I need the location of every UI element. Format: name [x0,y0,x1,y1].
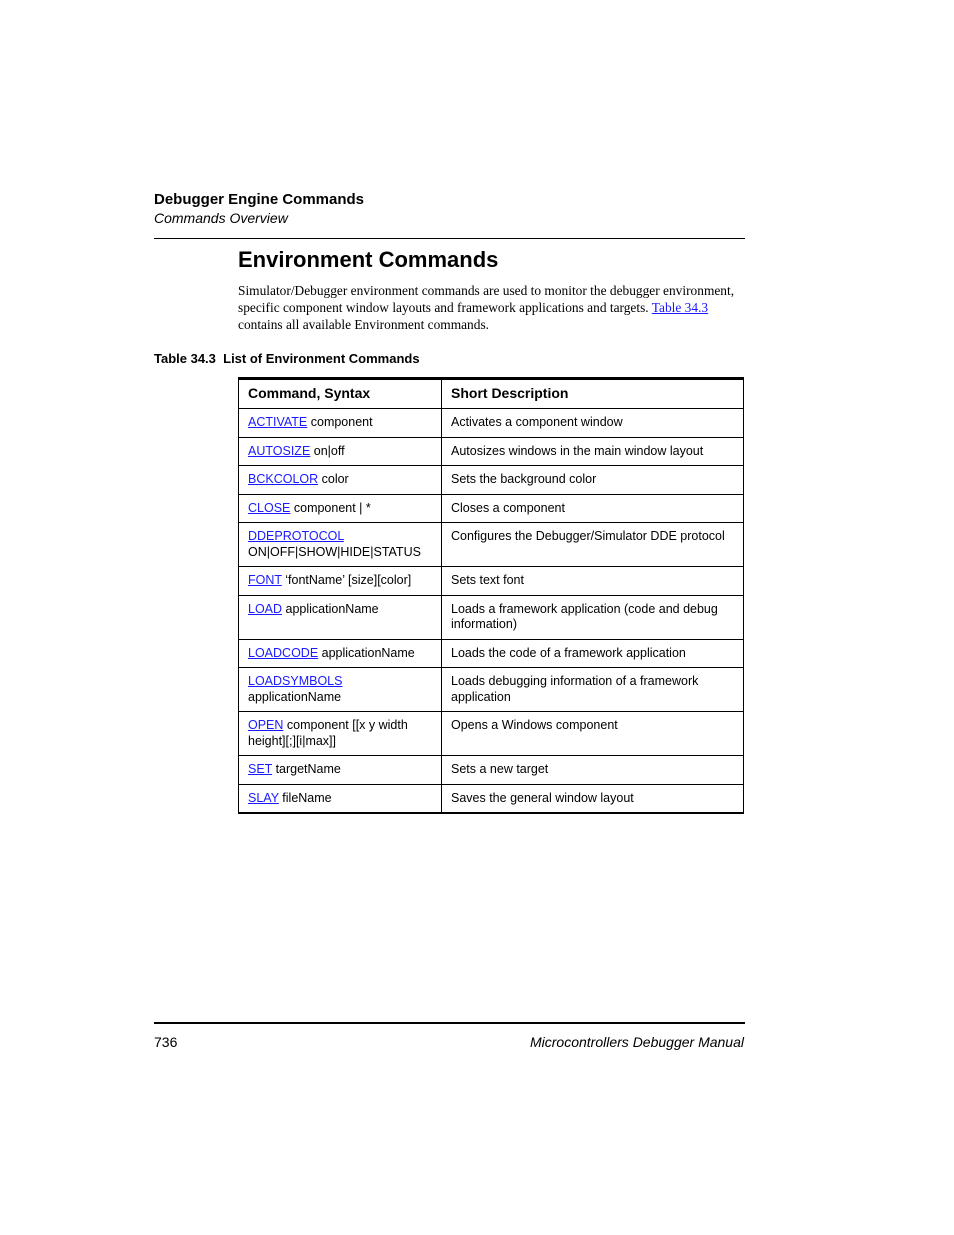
table-body [239,409,744,814]
description-cell: Loads the code of a framework application [442,639,744,668]
command-syntax: color [318,472,349,486]
table-row [239,595,744,639]
page-number: 736 [154,1034,178,1050]
command-syntax: component [[x y width height][;][i|max]] [248,718,408,748]
description-cell: Autosizes windows in the main window layout [442,437,744,466]
command-syntax: on|off [310,443,345,458]
command-syntax: applicationName [318,645,415,660]
table-row [239,784,744,813]
table-row [239,639,744,668]
command-cell [239,409,442,438]
table-reference-link[interactable]: Table 34.3 [651,300,709,315]
command-link[interactable]: BCKCOLOR [248,472,319,486]
intro-paragraph [238,282,750,333]
command-cell [239,668,442,712]
command-cell [239,523,442,567]
description-cell: Configures the Debugger/Simulator DDE protocol [442,523,744,567]
command-link[interactable]: LOAD [248,601,283,616]
command-syntax: ‘fontName’ [size][color] [281,573,412,587]
table-row [239,494,744,523]
description-cell: Sets the background color [442,466,744,495]
table-row [239,756,744,785]
command-link[interactable]: SLAY [248,790,279,805]
header-divider [154,238,745,239]
table-row [239,712,744,756]
column-header-description: Short Description [442,379,744,409]
command-syntax: applicationName [282,601,379,616]
description-cell: Sets a new target [442,756,744,785]
command-syntax: applicationName [248,689,342,704]
description-cell: Saves the general window layout [442,784,744,813]
description-cell: Loads debugging information of a framework application [442,668,744,712]
table-header-row [239,379,744,409]
description-cell: Sets text font [442,567,744,596]
command-link[interactable]: OPEN [248,718,284,732]
command-link[interactable]: LOADSYMBOLS [248,674,343,688]
page-title: Environment Commands [238,247,499,272]
table-row [239,466,744,495]
table-row [239,567,744,596]
command-link[interactable]: LOADCODE [248,645,319,660]
command-syntax: component | * [290,500,371,515]
command-cell [239,712,442,756]
table-caption: Table 34.3 List of Environment Commands [154,351,420,366]
command-syntax: ON|OFF|SHOW|HIDE|STATUS [248,544,421,559]
command-cell [239,466,442,495]
table-row [239,409,744,438]
table-row [239,523,744,567]
description-cell: Loads a framework application (code and debug information) [442,595,744,639]
command-cell [239,595,442,639]
command-syntax: component [307,415,373,429]
command-cell [239,567,442,596]
section-subtitle: Commands Overview [154,210,288,226]
intro-text: Simulator/Debugger environment commands are used to monitor the debugger environment, specific component window layouts and framework applications and targets. [238,283,735,315]
command-cell [239,494,442,523]
footer-divider [154,1022,745,1024]
command-cell [239,639,442,668]
table-row [239,668,744,712]
command-link[interactable]: SET [248,762,273,776]
manual-title: Microcontrollers Debugger Manual [530,1034,744,1050]
command-cell [239,437,442,466]
command-link[interactable]: CLOSE [248,500,291,515]
description-cell: Closes a component [442,494,744,523]
column-header-command: Command, Syntax [239,379,442,409]
command-link[interactable]: DDEPROTOCOL [248,529,344,543]
chapter-title: Debugger Engine Commands [154,191,365,208]
command-link[interactable]: ACTIVATE [248,415,308,429]
command-syntax: fileName [278,790,332,805]
command-syntax: targetName [272,762,341,776]
command-link[interactable]: AUTOSIZE [248,443,311,458]
description-cell: Activates a component window [442,409,744,438]
description-cell: Opens a Windows component [442,712,744,756]
intro-tail: contains all available Environment commands. [238,317,490,332]
command-cell [239,784,442,813]
environment-commands-table [238,377,744,814]
command-link[interactable]: FONT [248,573,282,587]
table-row [239,437,744,466]
command-cell [239,756,442,785]
